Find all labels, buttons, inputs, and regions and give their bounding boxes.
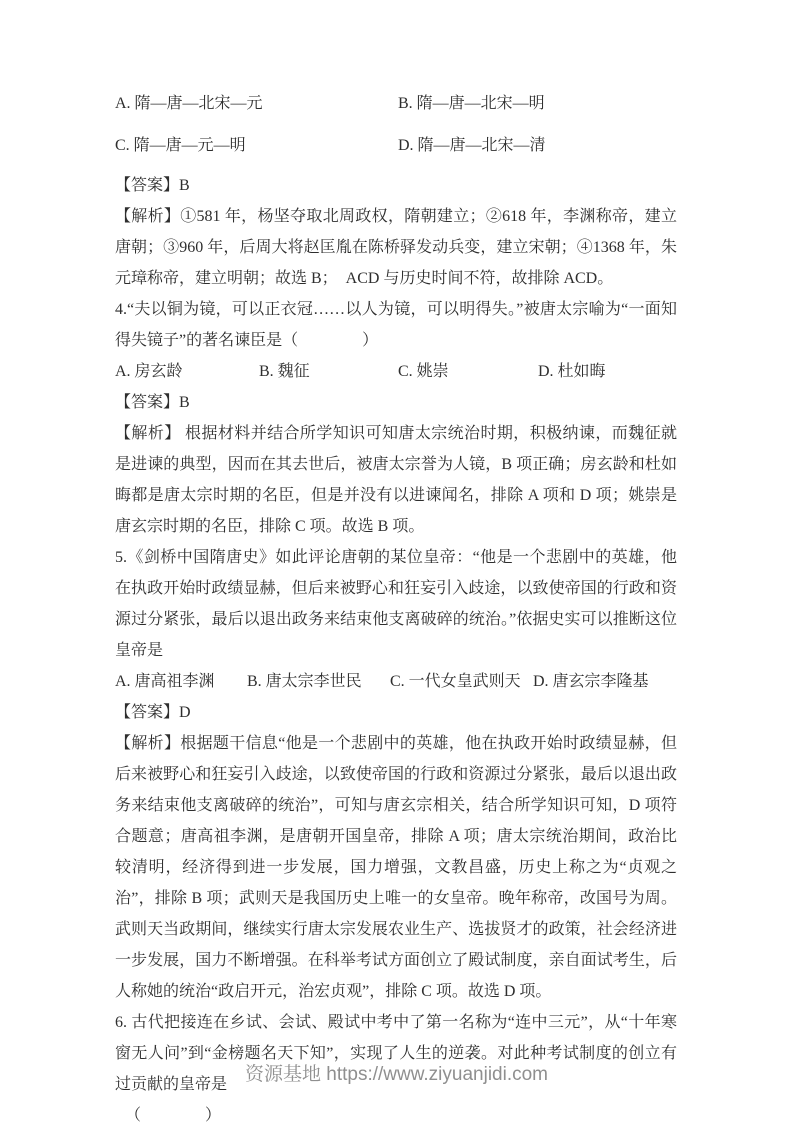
q4-option-c: C. 姚崇 — [398, 363, 449, 380]
q5-analysis-text: 【解析】根据题干信息“他是一个悲剧中的英雄，他在执政开始时政绩显赫，但后来被野心和狂妄引入歧途，以致使帝国的行政和资源过分紧张，最后以退出政务来结束他支离破碎的统治”，可知与唐玄宗相关，结合所学知识可知，D 项符合题意；唐高祖李渊，是唐朝开国皇帝，排除 A 项；唐太宗统治期间，政治比较清明，经济得到进一步发展，国力增强，文教昌盛，历史上称之为“贞观之治”，排除 B 项；武则天是我国历史上唯一的女皇帝。晚年称帝，改国号为周。武则天当政期间，继续实行唐太宗发展农业生产、选拔贤才的政策，社会经济进一步发展，国力不断增强。在科举考试方面创立了殿试制度，亲自面试考生，后人称她的统治“政启开元，治宏贞观”，排除 C 项。故选 D 项。 — [115, 735, 677, 1000]
q4-analysis-text: 【解析】 根据材料并结合所学知识可知唐太宗统治时期，积极纳谏，而魏征就是进谏的典型，因而在其去世后，被唐太宗誉为人镜，B 项正确；房玄龄和杜如晦都是唐太宗时期的名臣，但是并没有以进谏闻名，排除 A 项和 D 项；姚崇是唐玄宗时期的名臣，排除 C 项。故选 B 项。 — [115, 425, 677, 535]
q5-stem: 5.《剑桥中国隋唐史》如此评论唐朝的某位皇帝：“他是一个悲剧中的英雄，他在执政开始时政绩显赫，但后来被野心和狂妄引入歧途，以致使帝国的行政和资源过分紧张，最后以退出政务来结束他支离破碎的统治。”依据史实可以推断这位皇帝是 — [115, 549, 677, 659]
q3-option-d: D. 隋—唐—北宋—清 — [398, 137, 546, 154]
q4-option-b: B. 魏征 — [259, 363, 310, 380]
q3-options-row-1 — [115, 88, 677, 119]
q3-options-row-2 — [115, 130, 677, 161]
q6-answer-blank: （ ） — [125, 1107, 222, 1124]
q5-option-c: C. 一代女皇武则天 — [390, 673, 521, 690]
q5-option-a: A. 唐高祖李渊 — [115, 673, 215, 690]
q3-option-a: A. 隋—唐—北宋—元 — [115, 95, 263, 112]
q4-option-d: D. 杜如晦 — [538, 363, 606, 380]
q3-answer-line: 【答案】B — [115, 177, 190, 194]
exam-document — [115, 88, 677, 1131]
q5-answer-line: 【答案】D — [115, 704, 191, 721]
page-footer — [0, 1060, 793, 1090]
q3-option-c: C. 隋—唐—元—明 — [115, 137, 246, 154]
q6-stem: 6. 古代把接连在乡试、会试、殿试中考中了第一名称为“连中三元”，从“十年寒窗无人问”到“金榜题名天下知”，实现了人生的逆袭。对此种考试制度的创立有过贡献的皇帝是 — [115, 1014, 677, 1093]
question-5-block — [115, 542, 677, 1007]
q4-options-row — [115, 356, 677, 387]
q4-option-a: A. 房玄龄 — [115, 363, 183, 380]
q4-stem: 4.“夫以铜为镜，可以正衣冠……以人为镜，可以明得失。”被唐太宗喻为“一面知得失镜子”的著名谏臣是（ ） — [115, 301, 677, 349]
q3-analysis-text: 【解析】①581 年，杨坚夺取北周政权，隋朝建立；②618 年，李渊称帝，建立唐朝；③960 年，后周大将赵匡胤在陈桥驿发动兵变，建立宋朝；④1368 年，朱元璋称帝，建立明朝；故选 B； ACD 与历史时间不符，故排除 ACD。 — [115, 208, 677, 287]
question-3-block — [115, 88, 677, 294]
q5-option-d: D. 唐玄宗李隆基 — [533, 673, 649, 690]
q4-answer-line: 【答案】B — [115, 394, 190, 411]
q5-option-b: B. 唐太宗李世民 — [247, 673, 362, 690]
question-4-block — [115, 294, 677, 542]
q5-options-row — [115, 666, 677, 697]
q3-option-b: B. 隋—唐—北宋—明 — [398, 95, 545, 112]
footer-link[interactable]: 资源基地 https://www.ziyuanjidi.com — [244, 1064, 549, 1085]
